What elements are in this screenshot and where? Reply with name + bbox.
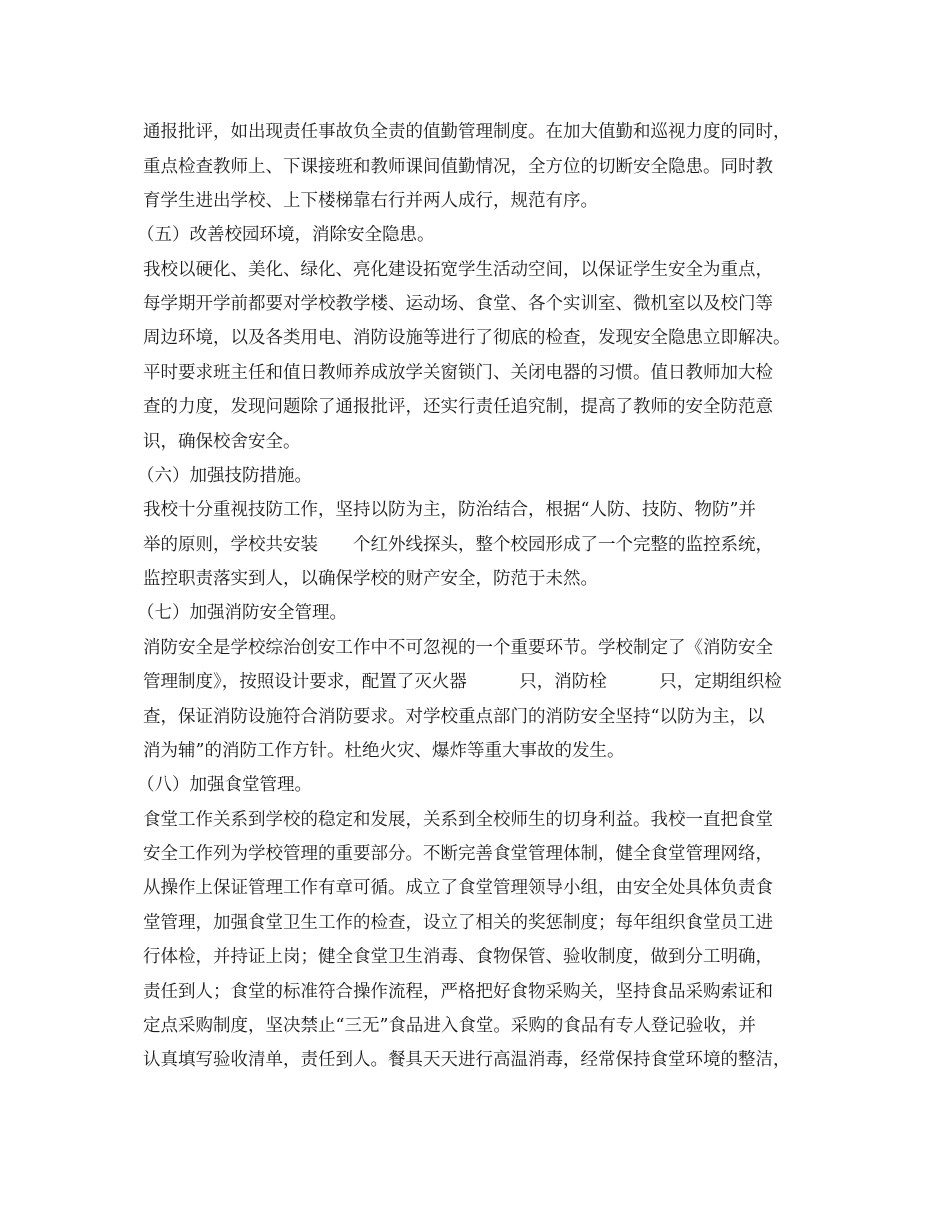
text-line: 监控职责落实到人，以确保学校的财产安全，防范于未然。 (143, 569, 598, 589)
text-line: 定点采购制度，坚决禁止“三无”食品进入食堂。采购的食品有专人登记验收，并 (143, 1016, 756, 1036)
text-line: 消防安全是学校综治创安工作中不可忽视的一个重要环节。学校制定了《消防安全 (143, 638, 773, 658)
section-heading: （五）改善校园环境，消除安全隐患。 (137, 225, 435, 245)
text-line: 行体检，并持证上岗；健全食堂卫生消毒、食物保管、验收制度，做到分工明确， (143, 947, 773, 967)
text-line: 识，确保校舍安全。 (143, 432, 301, 452)
text-line: 举的原则，学校共安装 个红外线探头，整个校园形成了一个完整的监控系统， (143, 535, 773, 555)
text-line: 管理制度》，按照设计要求，配置了灭火器 只，消防栓 只，定期组织检 (143, 672, 782, 692)
text-line: 我校以硬化、美化、绿化、亮化建设拓宽学生活动空间，以保证学生安全为重点， (143, 260, 773, 280)
text-line: 从操作上保证管理工作有章可循。成立了食堂管理领导小组，由安全处具体负责食 (143, 878, 773, 898)
text-line: 周边环境，以及各类用电、消防设施等进行了彻底的检查，发现安全隐患立即解决。 (143, 328, 791, 348)
text-line: 查，保证消防设施符合消防要求。对学校重点部门的消防安全坚持“以防为主，以 (143, 707, 765, 727)
text-line: 认真填写验收清单，责任到人。餐具天天进行高温消毒，经常保持食堂环境的整洁， (143, 1050, 791, 1070)
text-line: 重点检查教师上、下课接班和教师课间值勤情况，全方位的切断安全隐患。同时教 (143, 157, 773, 177)
text-line: 育学生进出学校、上下楼梯靠右行并两人成行，规范有序。 (143, 191, 598, 211)
text-line: 责任到人；食堂的标准符合操作流程，严格把好食物采购关，坚持食品采购索证和 (143, 982, 773, 1002)
section-heading: （八）加强食堂管理。 (137, 775, 312, 795)
text-line: 每学期开学前都要对学校教学楼、运动场、食堂、各个实训室、微机室以及校门等 (143, 294, 773, 314)
section-heading: （六）加强技防措施。 (137, 466, 312, 486)
text-line: 我校十分重视技防工作，坚持以防为主，防治结合，根据“人防、技防、物防”并 (143, 500, 756, 520)
text-line: 食堂工作关系到学校的稳定和发展，关系到全校师生的切身利益。我校一直把食堂 (143, 810, 773, 830)
text-line: 消为辅”的消防工作方针。杜绝火灾、爆炸等重大事故的发生。 (143, 741, 625, 761)
text-line: 安全工作列为学校管理的重要部分。不断完善食堂管理体制，健全食堂管理网络， (143, 844, 773, 864)
text-line: 查的力度，发现问题除了通报批评，还实行责任追究制，提高了教师的安全防范意 (143, 397, 773, 417)
text-line: 堂管理，加强食堂卫生工作的检查，设立了相关的奖惩制度；每年组织食堂员工进 (143, 913, 773, 933)
section-heading: （七）加强消防安全管理。 (137, 603, 347, 623)
text-line: 平时要求班主任和值日教师养成放学关窗锁门、关闭电器的习惯。值日教师加大检 (143, 363, 773, 383)
text-line: 通报批评，如出现责任事故负全责的值勤管理制度。在加大值勤和巡视力度的同时， (143, 122, 791, 142)
